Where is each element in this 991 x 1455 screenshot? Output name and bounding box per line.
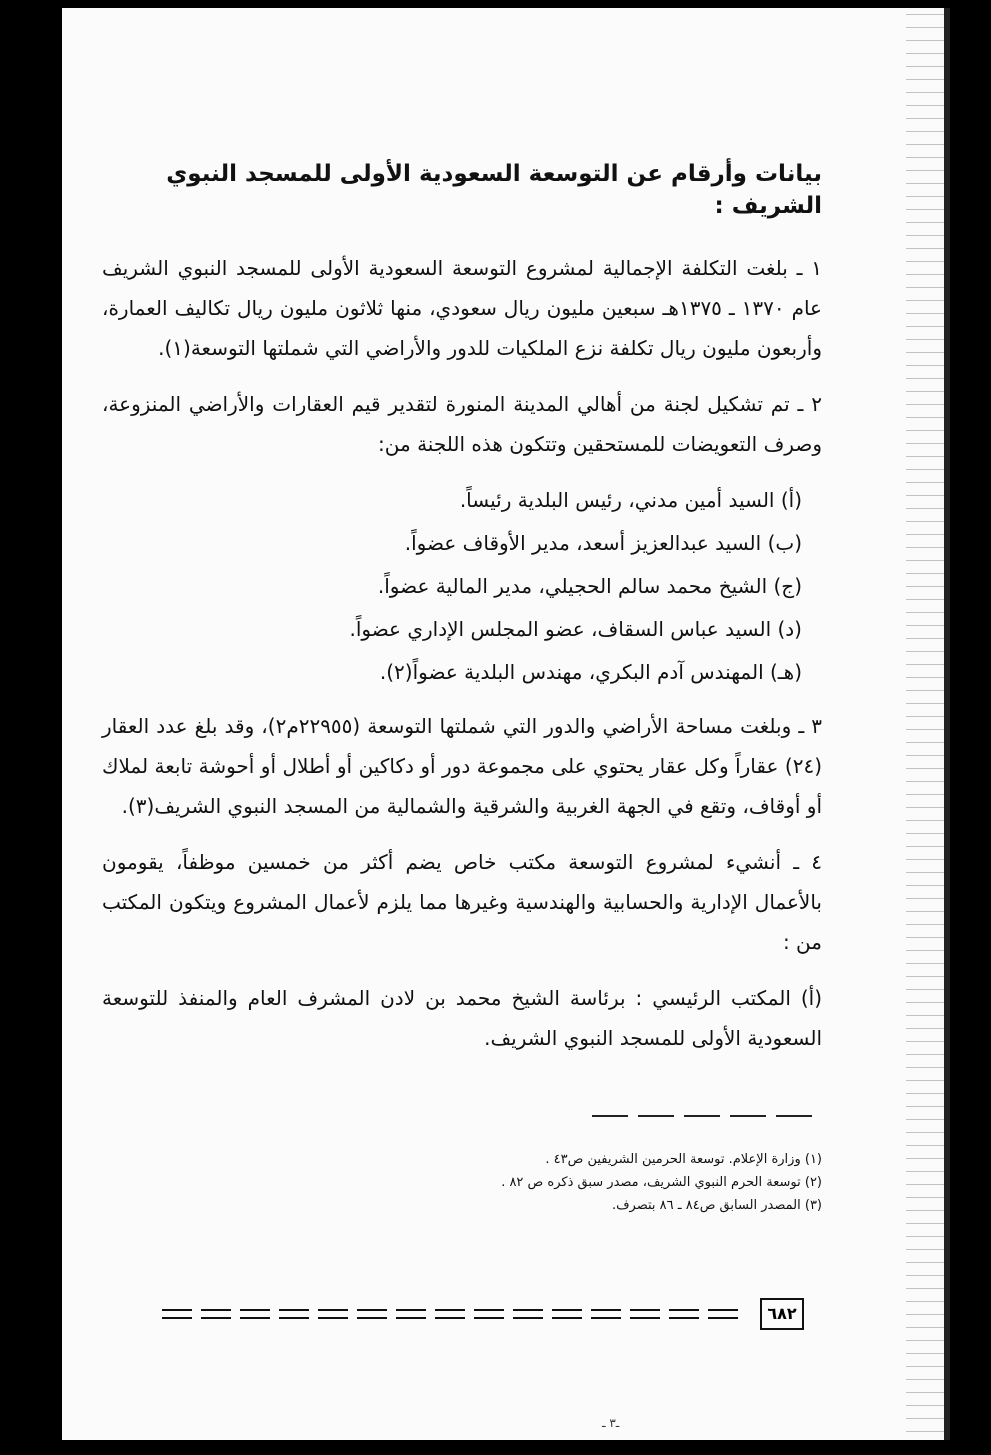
- scan-edge: [906, 8, 944, 1440]
- document-page: [62, 8, 950, 1440]
- committee-item: (أ) السيد أمين مدني، رئيس البلدية رئيساً.: [459, 488, 802, 513]
- document-body: [102, 158, 822, 1074]
- committee-item: (هـ) المهندس آدم البكري، مهندس البلدية عضواً(٢).: [379, 660, 802, 685]
- committee-item: (ج) الشيخ محمد سالم الحجيلي، مدير المالية عضواً.: [377, 574, 802, 599]
- footnote: (٣) المصدر السابق ص٨٤ ـ ٨٦ بتصرف.: [611, 1198, 822, 1213]
- committee-list: [102, 480, 822, 692]
- footnote: (١) وزارة الإعلام. توسعة الحرمين الشريفين ص٤٣ .: [545, 1152, 822, 1167]
- paragraph-1: ١ ـ بلغت التكلفة الإجمالية لمشروع التوسعة السعودية الأولى للمسجد النبوي الشريف عام ١٣٧٠ ـ ١٣٧٥هـ سبعين مليون ريال سعودي، منها ثلاثون مليون ريال تكاليف العمارة، وأربعون مليون ريال تكلفة نزع الملكيات للدور والأراضي التي شملتها التوسعة(١).: [102, 256, 822, 361]
- footnote: (٢) توسعة الحرم النبوي الشريف، مصدر سبق ذكره ص ٨٢ .: [501, 1175, 822, 1190]
- paragraph-5: (أ) المكتب الرئيسي : برئاسة الشيخ محمد بن لادن المشرف العام والمنفذ للتوسعة السعودية الأولى للمسجد النبوي الشريف.: [102, 986, 822, 1051]
- paragraph-4: ٤ ـ أنشيء لمشروع التوسعة مكتب خاص يضم أكثر من خمسين موظفاً، يقومون بالأعمال الإدارية والحسابية والهندسية وغيرها مما يلزم لأعمال المشروع ويتكون المكتب من :: [102, 850, 822, 955]
- page-title: بيانات وأرقام عن التوسعة السعودية الأولى للمسجد النبوي الشريف :: [166, 161, 822, 220]
- bottom-mark: ـ٣ ـ: [602, 1416, 620, 1430]
- committee-item: (د) السيد عباس السقاف، عضو المجلس الإداري عضواً.: [349, 617, 802, 642]
- committee-item: (ب) السيد عبدالعزيز أسعد، مدير الأوقاف عضواً.: [404, 531, 802, 556]
- footnote-separator: [592, 1105, 822, 1125]
- footnotes: [402, 1148, 822, 1217]
- paragraph-3: ٣ ـ وبلغت مساحة الأراضي والدور التي شملتها التوسعة (٢٢٩٥٥م٢)، وقد بلغ عدد العقار (٢٤) عقاراً وكل عقار يحتوي على مجموعة دور أو دكاكين أو أطلال أو أحوشة تابعة لملاك أو أوقاف، وتقع في الجهة الغربية والشرقية والشمالية من المسجد النبوي الشريف(٣).: [102, 714, 822, 819]
- bottom-rule: [162, 1304, 752, 1324]
- paragraph-2: ٢ ـ تم تشكيل لجنة من أهالي المدينة المنورة لتقدير قيم العقارات والأراضي المنزوعة، وصرف التعويضات للمستحقين وتتكون هذه اللجنة من:: [102, 392, 822, 457]
- page-number: ٦٨٢: [760, 1298, 804, 1330]
